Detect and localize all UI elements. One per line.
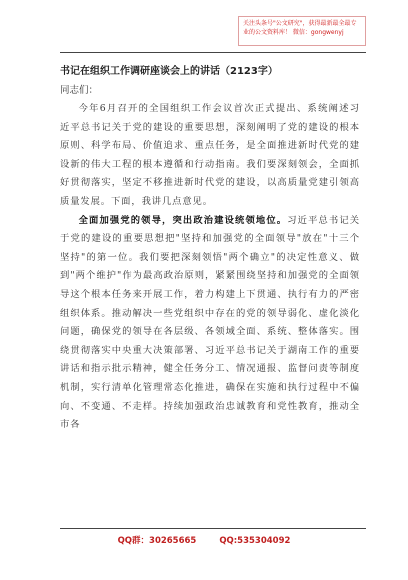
salutation: 同志们： — [60, 85, 99, 96]
footer-qq: QQ:535304092 — [219, 536, 291, 546]
section-body: 习近平总书记关于党的建设的重要思想把"坚持和加强党的全面领导"放在"十三个坚持"的第一位。我们要把深刻领悟"两个确立"的决定性意义、做到"两个维护"作为最高政治原则，紧紧围绕坚持和加强党的全面领导这个根本任务来开展工作，着力构建上下贯通、执行有力的严密组织体系。推动解决一些党组织中存在的党的领导弱化、虚化淡化问题，确保党的领导在各层级、各领域全面、系统、整体落实。围绕贯彻落实中央重大决策部署、习近平总书记关于湖南工作的重要讲话和指示批示精神，健全任务分工、情况通报、监督问责等制度机制，实行清单化管理常态化推进，确保在实施和执行过程中不偏向、不变通、不走样。持续加强政治忠诚教育和党性教育，推动全市各 — [60, 214, 360, 431]
footer-divider — [60, 528, 366, 529]
paragraph-section-1 — [60, 212, 360, 435]
footer-qq-group: QQ群：30265665 — [117, 536, 197, 546]
footer — [0, 534, 408, 546]
section-heading: 全面加强党的领导，突出政治建设统领地位。 — [78, 214, 288, 226]
promo-banner — [238, 16, 366, 46]
paragraph-intro: 今年6月召开的全国组织工作会议首次正式提出、系统阐述习近平总书记关于党的建设的重要思想，深刻阐明了党的建设的根本原则、科学布局、价值追求、重点任务，是全面推进新时代党的建设新的伟大工程的根本遵循和行动指南。我们要深刻领会，全面抓好贯彻落实，坚定不移推进新时代党的建设，以高质量党建引领高质量发展。下面，我讲几点意见。 — [60, 103, 360, 207]
document-body — [60, 100, 360, 435]
header-divider — [60, 52, 366, 53]
promo-text: 关注头条号"公文研究"，获得最新最全最专业的公文资料库！ 微信：gongwenyj — [243, 20, 357, 36]
document-title: 书记在组织工作调研座谈会上的讲话（2123字） — [60, 66, 278, 77]
